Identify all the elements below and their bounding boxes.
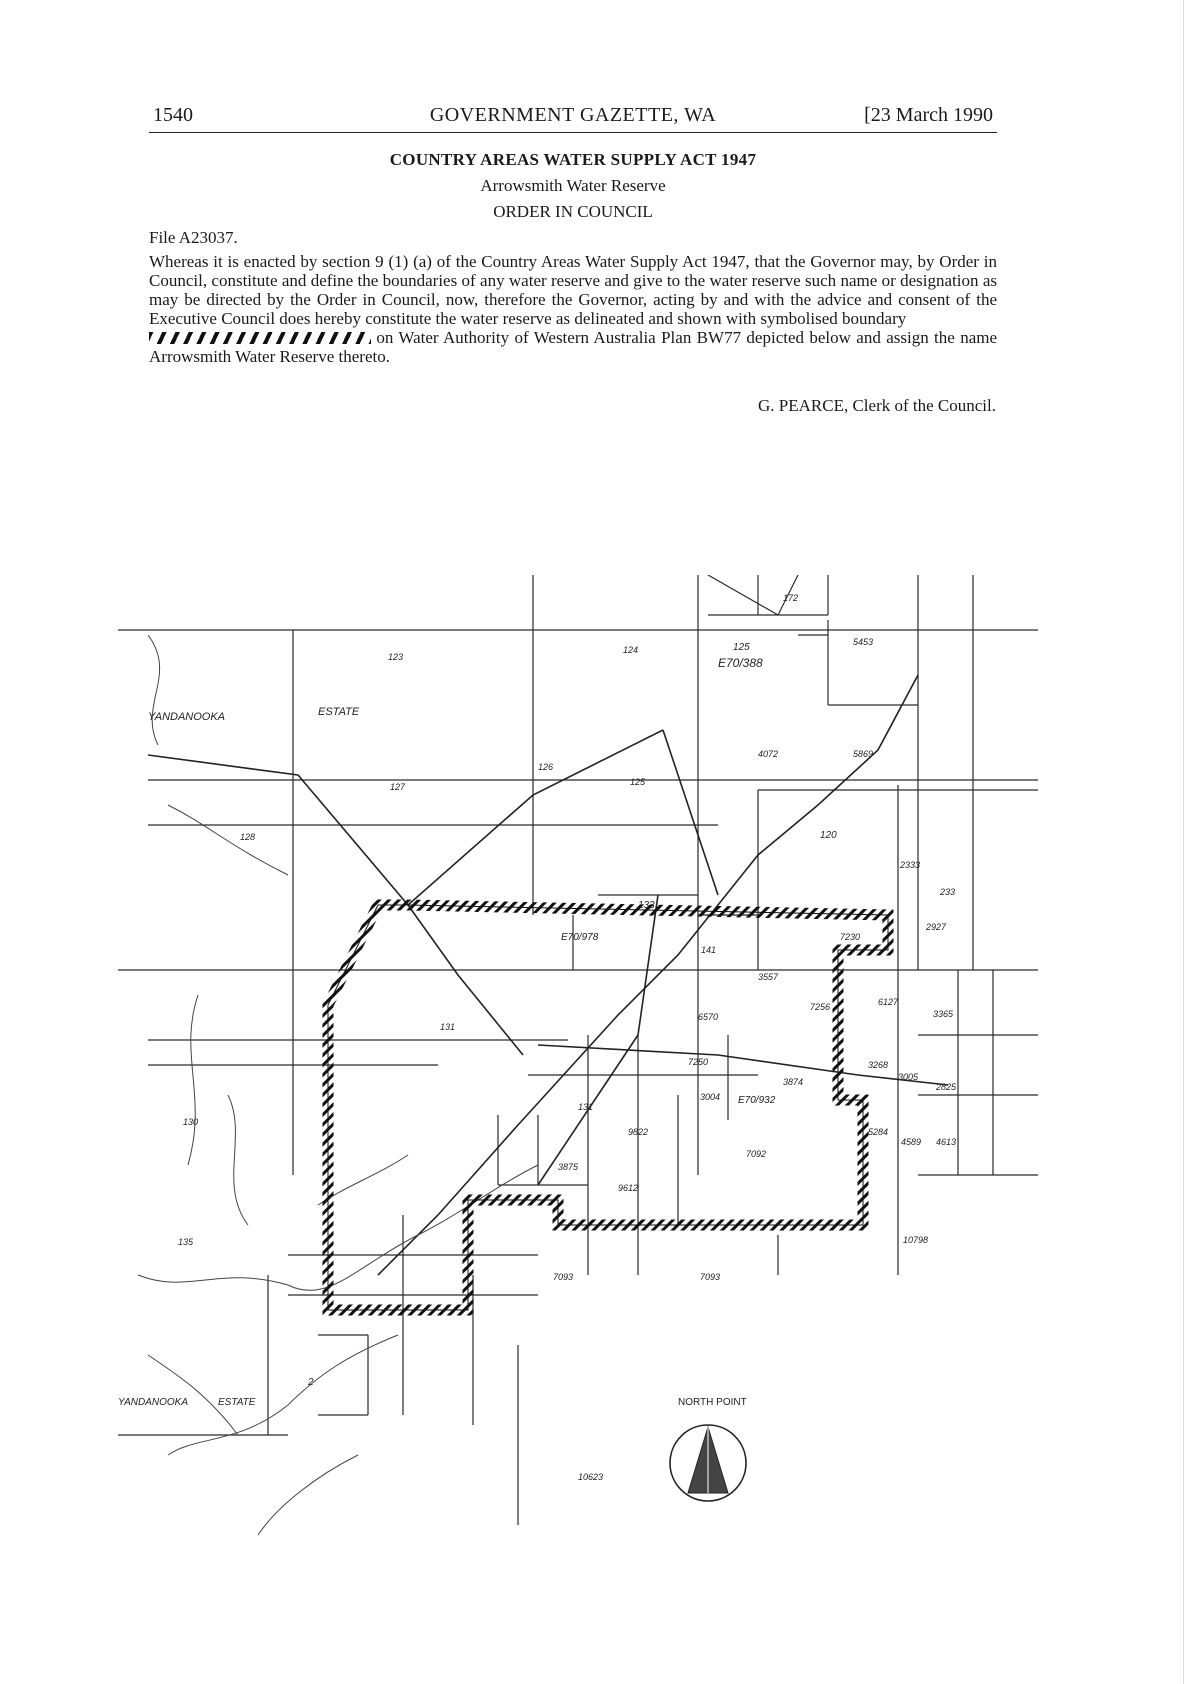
map-label: 4589 [901,1137,922,1147]
map-label: 9612 [618,1183,639,1193]
map-label: 7230 [840,932,861,942]
map-label: 125 [733,642,750,653]
map-label: YANDANOOKA [118,1397,189,1408]
map-label: 125 [630,777,646,787]
map-label: ESTATE [218,1397,256,1408]
page-header [149,102,997,133]
page-edge [1183,0,1184,1684]
notice-body-part1: Whereas it is enacted by section 9 (1) (a) of the Country Areas Water Supply Act 1947, that the Governor may, by Order in Council, constitute and define the boundaries of any water reserve and give to the water reserve such name or designation as may be directed by the Order in Council, now, therefore the Governor, acting by and with the advice and consent of the Executive Council does hereby constitute the water reserve as delineated and shown with symbolised boundary [149,252,997,328]
map-label: 7093 [553,1272,574,1282]
map-label: 3005 [898,1072,919,1082]
map-label: 10798 [903,1235,929,1245]
map-label: 2333 [900,860,921,870]
reserve-boundary [328,905,888,1310]
map-label: 7256 [810,1002,831,1012]
map-label: 3268 [868,1060,889,1070]
map-label: 10623 [578,1472,604,1482]
map-label: 123 [388,652,404,662]
map-label: 3557 [758,972,779,982]
issue-date: [23 March 1990 [864,104,993,126]
map-label: 5869 [853,749,874,759]
map-label: 135 [178,1237,194,1247]
map-label: E70/388 [718,656,763,670]
map-label: ESTATE [318,706,360,718]
map-label: 9822 [628,1127,649,1137]
map-label: 3875 [558,1162,579,1172]
map-label: 3365 [933,1009,954,1019]
map-label: 4072 [758,749,779,759]
map-label: 128 [240,832,256,842]
notice-body-part2: on Water Authority of Western Australia Plan BW77 depicted below and assign the name Arrowsmith Water Reserve thereto. [149,328,998,366]
map-label: 130 [183,1117,199,1127]
act-title: COUNTRY AREAS WATER SUPPLY ACT 1947 [389,150,757,169]
reserve-boundary-edge [328,905,888,1310]
reserve-name: Arrowsmith Water Reserve [480,176,666,195]
cadastral-lines [118,575,1038,1525]
map-label: 7250 [688,1057,709,1067]
gazette-title: GOVERNMENT GAZETTE, WA [429,104,717,126]
map-label: E70/932 [738,1095,776,1106]
map-label: 172 [783,593,799,603]
signature: G. PEARCE, Clerk of the Council. [758,396,996,415]
north-arrow-icon [670,1425,746,1501]
map-label: YANDANOOKA [148,711,226,723]
map-label: 131 [578,1102,594,1112]
map-label: 7093 [700,1272,721,1282]
river-lines [138,635,538,1535]
notice-body [149,252,997,366]
map-label: 120 [820,830,837,841]
reserve-map [118,575,1038,1575]
map-label: 127 [390,782,406,792]
map-label: 126 [538,762,554,772]
page-number: 1540 [153,104,193,126]
map-label: E70/978 [561,932,599,943]
map-label: 131 [440,1022,456,1032]
map-label-group [118,593,957,1482]
map-label: 5284 [868,1127,889,1137]
map-label: 3004 [700,1092,721,1102]
map-label: 233 [940,887,956,897]
map-label: 133 [638,900,655,911]
map-label: 2927 [926,922,947,932]
map-label: 3874 [783,1077,804,1087]
map-label: 2825 [936,1082,957,1092]
map-label: 6570 [698,1012,719,1022]
north-point-label: NORTH POINT [678,1397,747,1408]
map-label: 141 [701,945,717,955]
map-label: 4613 [936,1137,957,1147]
map-label: 124 [623,645,639,655]
map-label: 2 [308,1377,314,1388]
map-label: 6127 [878,997,899,1007]
map-label: 5453 [853,637,874,647]
map-label: 7092 [746,1149,767,1159]
boundary-symbol [149,332,371,344]
file-reference: File A23037. [149,228,238,247]
order-type: ORDER IN COUNCIL [493,202,653,221]
